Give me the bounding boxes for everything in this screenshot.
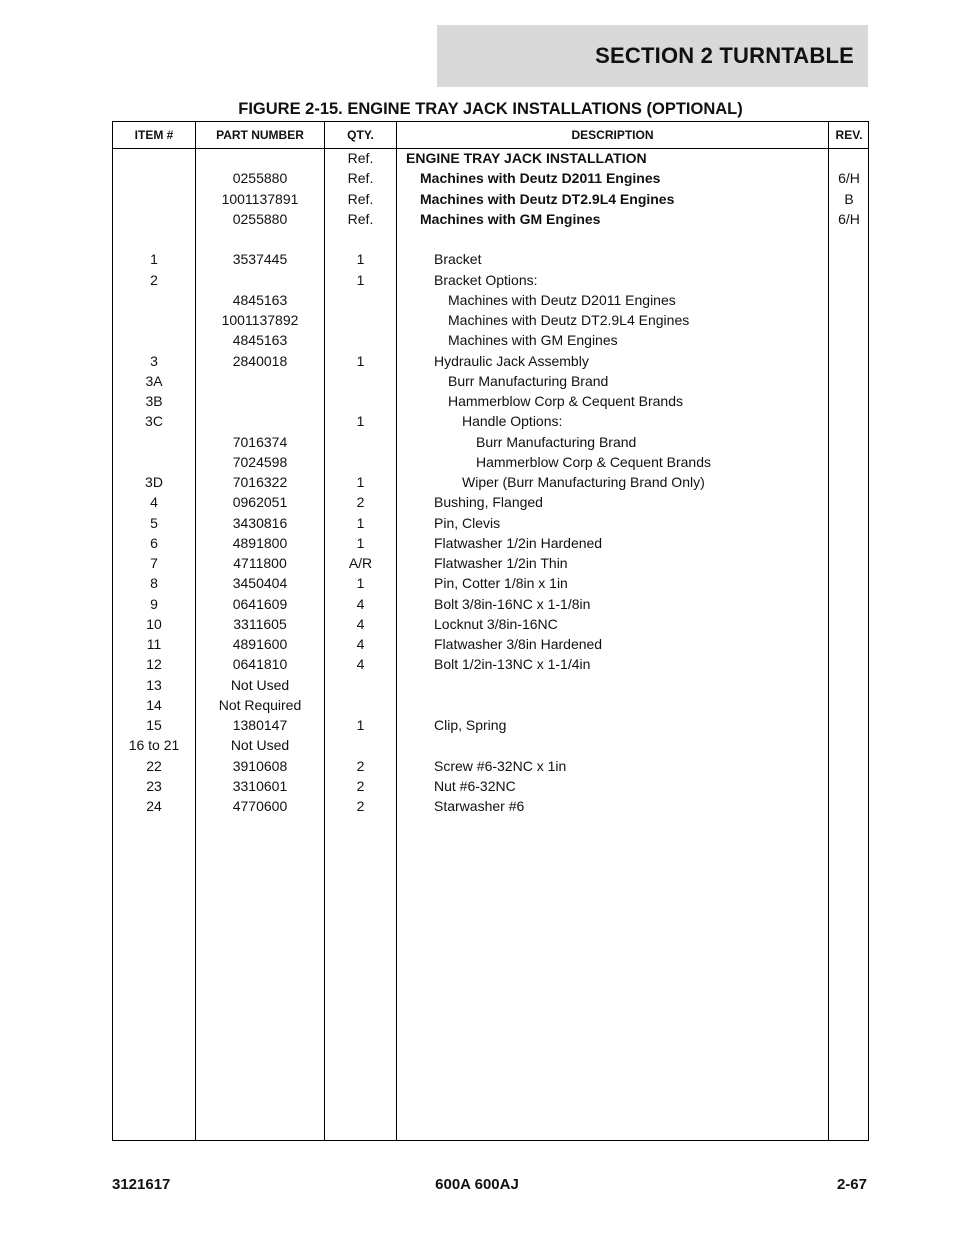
table-row <box>113 330 868 350</box>
table-row <box>113 290 868 310</box>
footer-page-number: 2-67 <box>836 1176 867 1193</box>
table-row <box>113 715 868 735</box>
item-number-cell: 10 <box>146 615 162 632</box>
part-number-cell: 4845163 <box>232 332 288 349</box>
footer-doc-number: 3121617 <box>112 1176 171 1193</box>
figure-title: FIGURE 2-15. ENGINE TRAY JACK INSTALLATIONS (OPTIONAL) <box>238 100 743 118</box>
table-row <box>113 573 868 593</box>
description-cell: Burr Manufacturing Brand <box>448 372 609 389</box>
quantity-cell: 1 <box>356 413 365 430</box>
quantity-cell: 1 <box>356 717 365 733</box>
table-row <box>113 614 868 634</box>
column-header-qty: QTY. <box>347 128 374 142</box>
quantity-cell: 2 <box>356 757 365 774</box>
description-cell: Flatwasher 3/8in Hardened <box>434 636 603 652</box>
table-row <box>113 249 868 269</box>
revision-cell: 6/H <box>838 210 860 227</box>
item-number-cell: 15 <box>146 717 162 733</box>
table-row <box>113 695 868 715</box>
description-cell: Locknut 3/8in-16NC <box>434 615 558 632</box>
quantity-cell: 1 <box>356 474 365 490</box>
table-row <box>113 594 868 614</box>
part-number-cell: 3311605 <box>233 615 287 632</box>
quantity-cell: 1 <box>356 514 365 531</box>
table-row <box>113 189 868 209</box>
part-number-cell: 4770600 <box>232 798 288 814</box>
item-number-cell: 3A <box>145 372 163 389</box>
description-cell: Machines with GM Engines <box>420 210 601 227</box>
part-number-cell: 0962051 <box>232 494 288 511</box>
part-number-cell: 0641609 <box>232 595 288 612</box>
quantity-cell: A/R <box>348 555 373 571</box>
description-cell: Starwasher #6 <box>434 798 525 814</box>
parts-table <box>112 121 869 1141</box>
description-cell: Handle Options: <box>462 413 563 430</box>
part-number-cell: 3910608 <box>232 757 288 774</box>
table-row <box>113 371 868 391</box>
part-number-cell: 4711800 <box>233 555 287 571</box>
table-row <box>113 209 868 229</box>
column-header-item: ITEM # <box>134 128 174 142</box>
quantity-cell: Ref. <box>347 210 374 227</box>
description-cell: Bushing, Flanged <box>434 494 543 511</box>
table-row <box>113 675 868 695</box>
table-row <box>113 411 868 431</box>
description-cell: Flatwasher 1/2in Thin <box>434 555 568 571</box>
revision-cell: 6/H <box>838 170 860 187</box>
quantity-cell: 1 <box>356 352 365 369</box>
table-row <box>113 533 868 553</box>
description-cell: Machines with Deutz DT2.9L4 Engines <box>448 312 690 328</box>
part-number-cell: Not Used <box>230 676 290 693</box>
description-cell: Clip, Spring <box>434 717 507 733</box>
table-row <box>113 553 868 573</box>
item-number-cell: 11 <box>146 636 162 652</box>
item-number-cell: 8 <box>150 575 158 592</box>
description-cell: Bracket <box>434 251 482 268</box>
part-number-cell: 0641810 <box>232 656 288 673</box>
quantity-cell: 2 <box>356 777 365 794</box>
section-banner <box>437 25 868 87</box>
table-row <box>113 432 868 452</box>
table-row <box>113 270 868 290</box>
part-number-cell: 4891600 <box>232 636 288 652</box>
table-row <box>113 229 868 249</box>
part-number-cell: Not Used <box>230 737 290 754</box>
table-row <box>113 391 868 411</box>
item-number-cell: 12 <box>146 656 162 673</box>
quantity-cell: 1 <box>356 534 365 551</box>
footer-model: 600A 600AJ <box>435 1176 519 1193</box>
description-cell: Bolt 3/8in-16NC x 1-1/8in <box>434 595 591 612</box>
revision-cell: B <box>844 190 854 207</box>
description-cell: Pin, Cotter 1/8in x 1in <box>434 575 568 592</box>
description-cell: Machines with Deutz D2011 Engines <box>448 291 676 308</box>
item-number-cell: 16 to 21 <box>128 737 180 754</box>
description-cell: ENGINE TRAY JACK INSTALLATION <box>406 150 647 166</box>
description-cell: Bolt 1/2in-13NC x 1-1/4in <box>434 656 591 673</box>
quantity-cell: 4 <box>356 656 365 673</box>
quantity-cell: 4 <box>356 595 365 612</box>
item-number-cell: 3C <box>145 413 163 430</box>
quantity-cell: 4 <box>356 636 365 652</box>
description-cell: Machines with GM Engines <box>448 332 618 349</box>
table-row <box>113 735 868 755</box>
description-cell: Machines with Deutz D2011 Engines <box>420 170 661 187</box>
description-cell: Hammerblow Corp & Cequent Brands <box>448 393 683 409</box>
item-number-cell: 22 <box>146 757 162 774</box>
part-number-cell: 0255880 <box>232 170 288 187</box>
table-row <box>113 168 868 188</box>
quantity-cell: 4 <box>356 615 365 632</box>
table-row <box>113 513 868 533</box>
part-number-cell: 7024598 <box>232 453 288 470</box>
quantity-cell: 2 <box>356 798 365 814</box>
part-number-cell: 1001137891 <box>221 190 299 207</box>
part-number-cell: 3537445 <box>232 251 288 268</box>
description-cell: Screw #6-32NC x 1in <box>434 757 567 774</box>
part-number-cell: Not Required <box>218 696 302 713</box>
item-number-cell: 1 <box>150 251 158 268</box>
table-row <box>113 472 868 492</box>
item-number-cell: 4 <box>150 494 158 511</box>
part-number-cell: 0255880 <box>232 210 288 227</box>
item-number-cell: 3 <box>150 352 158 369</box>
item-number-cell: 3B <box>145 393 163 409</box>
part-number-cell: 3450404 <box>232 575 288 592</box>
part-number-cell: 1001137892 <box>221 312 299 328</box>
quantity-cell: Ref. <box>347 190 374 207</box>
column-header-part-number: PART NUMBER <box>216 128 304 142</box>
description-cell: Wiper (Burr Manufacturing Brand Only) <box>462 474 705 490</box>
description-cell: Nut #6-32NC <box>434 777 516 794</box>
quantity-cell: 1 <box>356 251 365 268</box>
quantity-cell: 1 <box>356 575 365 592</box>
item-number-cell: 7 <box>150 555 158 571</box>
item-number-cell: 9 <box>150 595 158 612</box>
item-number-cell: 6 <box>150 534 158 551</box>
quantity-cell: 2 <box>356 494 365 511</box>
item-number-cell: 14 <box>146 696 162 713</box>
part-number-cell: 3430816 <box>232 514 288 531</box>
table-row <box>113 756 868 776</box>
item-number-cell: 5 <box>150 514 158 531</box>
column-header-description: DESCRIPTION <box>571 128 654 142</box>
part-number-cell: 3310601 <box>232 777 288 794</box>
table-row <box>113 492 868 512</box>
section-title: SECTION 2 TURNTABLE <box>595 43 854 68</box>
description-cell: Bracket Options: <box>434 271 538 288</box>
table-row <box>113 452 868 472</box>
part-number-cell: 1380147 <box>232 717 288 733</box>
description-cell: Burr Manufacturing Brand <box>476 433 637 450</box>
description-cell: Machines with Deutz DT2.9L4 Engines <box>420 190 675 207</box>
part-number-cell: 4845163 <box>232 291 288 308</box>
table-row <box>113 796 868 816</box>
part-number-cell: 7016374 <box>232 433 288 450</box>
quantity-cell: Ref. <box>347 170 374 187</box>
table-row <box>113 776 868 796</box>
item-number-cell: 13 <box>146 676 162 693</box>
part-number-cell: 2840018 <box>232 352 288 369</box>
column-header-rev: REV. <box>835 128 863 142</box>
description-cell: Hydraulic Jack Assembly <box>434 352 589 369</box>
quantity-cell: 1 <box>356 271 365 288</box>
table-row <box>113 148 868 168</box>
part-number-cell: 4891800 <box>232 534 288 551</box>
description-cell: Pin, Clevis <box>434 514 501 531</box>
item-number-cell: 2 <box>150 271 158 288</box>
item-number-cell: 24 <box>146 798 162 814</box>
part-number-cell: 7016322 <box>232 474 288 490</box>
description-cell: Hammerblow Corp & Cequent Brands <box>476 453 711 470</box>
table-row <box>113 654 868 674</box>
table-row <box>113 351 868 371</box>
description-cell: Flatwasher 1/2in Hardened <box>434 534 603 551</box>
item-number-cell: 23 <box>146 777 162 794</box>
item-number-cell: 3D <box>145 474 163 490</box>
quantity-cell: Ref. <box>347 150 374 166</box>
table-row <box>113 310 868 330</box>
table-row <box>113 634 868 654</box>
